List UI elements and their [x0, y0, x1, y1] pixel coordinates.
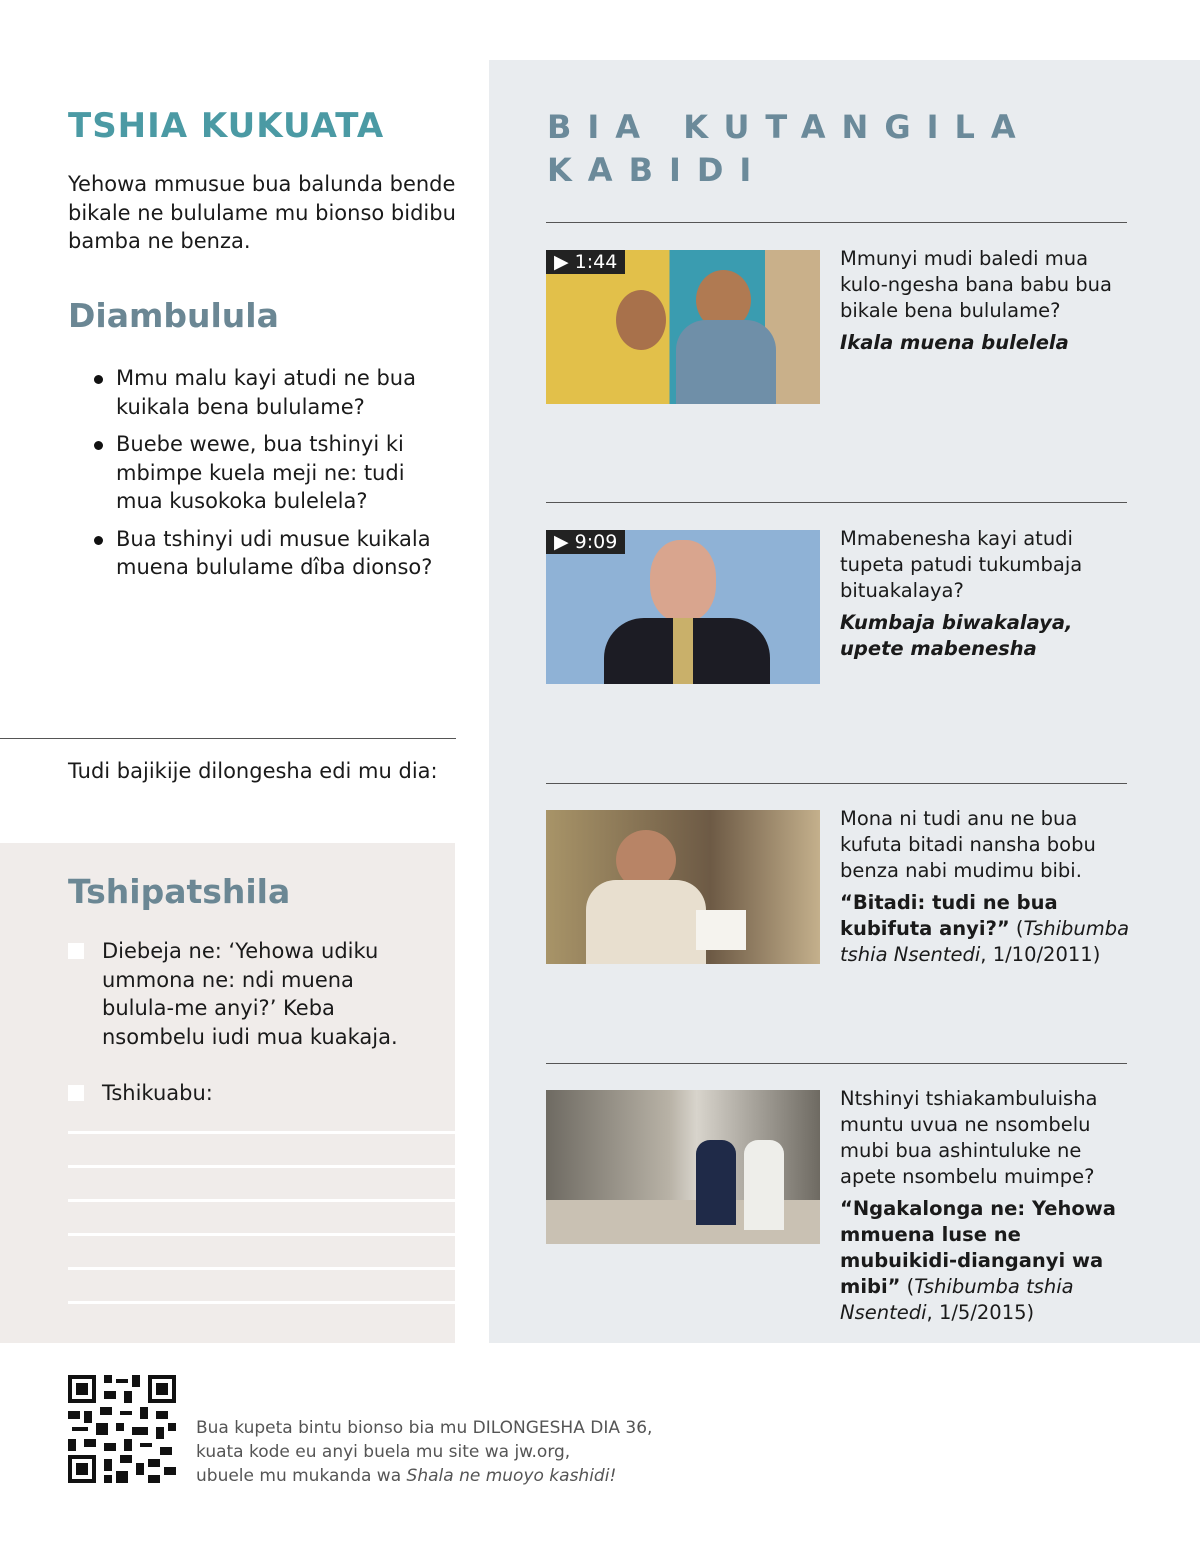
article-question: Mona ni tudi anu ne bua kufuta bitadi nansha bobu benza nabi mudimu bibi. — [840, 807, 1096, 882]
divider — [546, 1063, 1127, 1064]
video-item — [840, 526, 1135, 662]
task-checkbox[interactable] — [68, 1085, 84, 1101]
duration-text: 1:44 — [574, 251, 618, 273]
source-date: 1/5/2015 — [938, 1301, 1027, 1324]
review-questions — [92, 364, 442, 591]
intro-text: Yehowa mmusue bua balunda bende bikale ne bululame mu bionso bidibu bamba ne benza. — [68, 172, 456, 253]
divider — [0, 738, 456, 739]
article-item: Ntshinyi tshiakambuluisha muntu uvua ne nsombelu mubi bua ashintuluke ne apete nsombelu muimpe? “Ngakalonga ne: Yehowa mmuena luse ne mubuikidi-dianganyi wa mibi” (Tshibumba tshia Nsentedi, 1/5/2015) — [840, 1086, 1135, 1326]
question-item: Bua tshinyi udi musue kuikala muena bululame dîba dionso? — [92, 525, 442, 582]
write-line[interactable] — [68, 1301, 455, 1304]
qr-code-icon[interactable] — [68, 1375, 176, 1483]
article-item: Mona ni tudi anu ne bua kufuta bitadi nansha bobu benza nabi mudimu bibi. “Bitadi: tudi ne bua kubifuta anyi?” (Tshibumba tshia Nsentedi, 1/10/2011) — [840, 806, 1135, 968]
video-question: Mmunyi mudi baledi mua kulo-ngesha bana babu bua bikale bena bululame? — [840, 247, 1112, 322]
footer-text — [196, 1416, 652, 1488]
source-publication: Tshibumba tshia Nsentedi — [840, 1275, 1074, 1324]
question-item: Mmu malu kayi atudi ne bua kuikala bena bululame? — [92, 364, 442, 421]
video-thumbnail[interactable] — [546, 250, 820, 404]
write-line[interactable] — [68, 1267, 455, 1270]
task-checkbox[interactable] — [68, 943, 84, 959]
video-thumbnail[interactable] — [546, 530, 820, 684]
video-item — [840, 246, 1135, 356]
write-line[interactable] — [68, 1165, 455, 1168]
play-icon: ▶ — [554, 531, 569, 553]
assignment-heading: Tshipatshila — [68, 872, 291, 911]
article-link[interactable]: “Bitadi: tudi ne bua kubifuta anyi?” — [840, 891, 1058, 940]
article-image[interactable] — [546, 810, 820, 964]
write-line[interactable] — [68, 1131, 455, 1134]
write-line[interactable] — [68, 1233, 455, 1236]
task-text: Diebeja ne: ‘Yehowa udiku ummona ne: ndi muena bulula-me anyi?’ Keba nsombelu iudi mua kuakaja. — [102, 939, 398, 1049]
footer-line: Bua kupeta bintu bionso bia mu DILONGESHA DIA 36, — [196, 1418, 653, 1438]
completion-note: Tudi bajikije dilongesha edi mu dia: — [68, 759, 438, 783]
footer-line: kuata kode eu anyi buela mu site wa jw.org, — [196, 1442, 571, 1462]
video-duration — [546, 530, 625, 554]
source-publication: Tshibumba tshia Nsentedi — [840, 917, 1130, 966]
footer-line-prefix: ubuele mu mukanda wa — [196, 1466, 407, 1486]
footer-line — [196, 1464, 652, 1488]
divider — [546, 502, 1127, 503]
article-link[interactable]: “Ngakalonga ne: Yehowa mmuena luse ne mubuikidi-dianganyi wa mibi” — [840, 1197, 1116, 1298]
duration-text: 9:09 — [574, 531, 618, 553]
video-link[interactable]: Kumbaja biwakalaya, upete mabenesha — [840, 611, 1073, 660]
section-title: TSHIA KUKUATA — [68, 106, 385, 146]
question-item: Buebe wewe, bua tshinyi ki mbimpe kuela meji ne: tudi mua kusokoka bulelela? — [92, 430, 442, 516]
divider — [546, 783, 1127, 784]
write-line[interactable] — [68, 1199, 455, 1202]
play-icon: ▶ — [554, 251, 569, 273]
divider — [546, 222, 1127, 223]
panel-heading: BIA KUTANGILA KABIDI — [547, 108, 1032, 189]
book-title: Shala ne muoyo kashidi! — [406, 1466, 617, 1486]
task-other-label: Tshikuabu: — [102, 1081, 213, 1105]
article-question: Ntshinyi tshiakambuluisha muntu uvua ne nsombelu mubi bua ashintuluke ne apete nsombelu muimpe? — [840, 1087, 1098, 1188]
video-question: Mmabenesha kayi atudi tupeta patudi tukumbaja bituakalaya? — [840, 527, 1083, 602]
video-duration — [546, 250, 625, 274]
source-date: 1/10/2011 — [992, 943, 1093, 966]
article-image[interactable] — [546, 1090, 820, 1244]
video-link[interactable]: Ikala muena bulelela — [840, 331, 1069, 354]
review-heading: Diambulula — [68, 296, 279, 335]
